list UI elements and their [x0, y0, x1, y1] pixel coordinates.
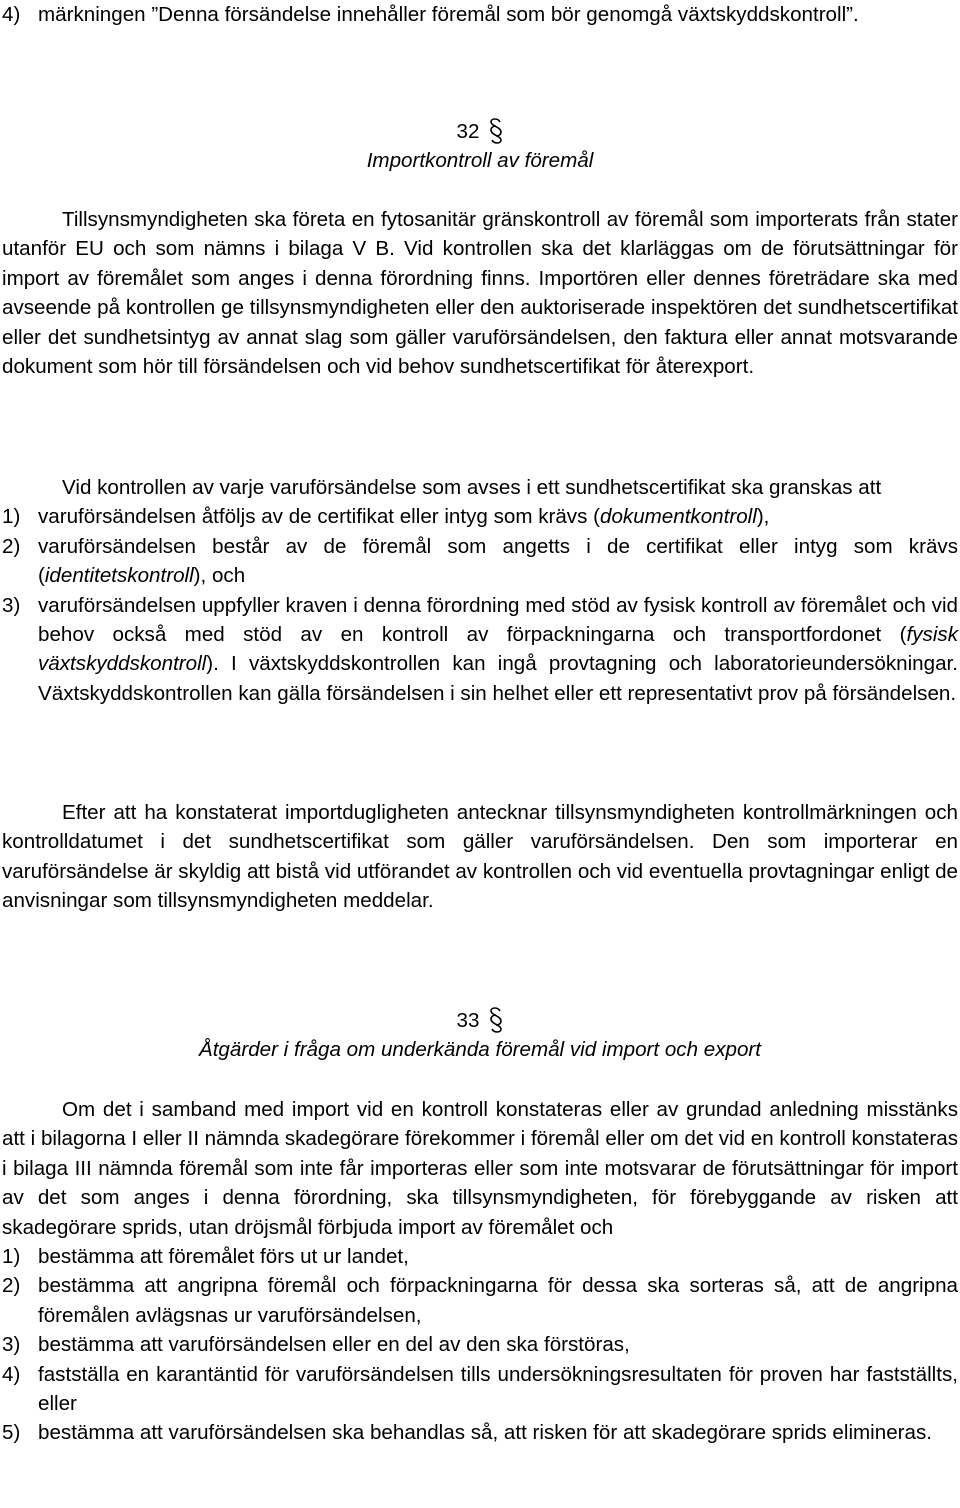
list-item-number: 3) — [2, 593, 21, 617]
section-sign-icon — [489, 118, 503, 144]
emphasis: fysisk växtskyddskontroll — [38, 623, 958, 676]
section-number-text: 32 — [456, 120, 480, 143]
list-item-number: 2) — [2, 534, 21, 558]
list-item-number: 5) — [2, 1421, 21, 1445]
list-item — [2, 1360, 958, 1419]
list-item-text: bestämma att varuförsändelsen eller en del av den ska förstöras, — [38, 1333, 630, 1357]
top-list — [2, 0, 958, 29]
list-item-text: varuförsändelsen uppfyller kraven i denna förordning med stöd av fysisk kontroll av föremålet och vid behov också med stöd av en kontroll av förpackningarna och transportfordonet (fysisk växtskyddskontroll). I växtskyddskontrollen kan ingå provtagning och laboratorieundersökningar. Växtskyddskontrollen kan gälla försändelsen i sin helhet eller ett representativt prov på försändelsen. — [38, 593, 958, 705]
section-32-paragraph-3 — [2, 798, 958, 916]
list-item — [2, 591, 958, 709]
list-item-text: bestämma att varuförsändelsen ska behandlas så, att risken för att skadegörare sprids elimineras. — [38, 1421, 932, 1445]
list-item-text: varuförsändelsen åtföljs av de certifikat eller intyg som krävs (dokumentkontroll), — [38, 505, 770, 529]
paragraph: Efter att ha konstaterat importdugligheten antecknar tillsynsmyndigheten kontrollmärkningen och kontrolldatumet i det sundhetscertifikat som gäller varuförsändelsen. Den som importerar en varuförsändelse är skyldig att bistå vid utförandet av kontrollen och vid eventuella provtagningar enligt de anvisningar som tillsynsmyndigheten meddelar. — [2, 801, 958, 913]
emphasis: identitetskontroll — [44, 564, 194, 588]
list-item-text: bestämma att föremålet förs ut ur landet, — [38, 1245, 409, 1269]
list-item-text: märkningen ”Denna försändelse innehåller föremål som bör genomgå växtskyddskontroll”. — [38, 3, 859, 26]
list-item-text: fastställa en karantäntid för varuförsändelsen tills undersökningsresultaten för proven har fastställts, eller — [38, 1362, 958, 1416]
section-number — [2, 117, 958, 146]
list-item — [2, 532, 958, 591]
list-item-number: 4) — [2, 3, 21, 26]
list-item — [2, 1330, 958, 1359]
section-number — [2, 1006, 958, 1035]
section-title: Åtgärder i fråga om underkända föremål vid import och export — [198, 1038, 762, 1062]
section-title: Importkontroll av föremål — [366, 149, 594, 173]
list-item-number: 3) — [2, 1333, 21, 1357]
list-item — [2, 502, 958, 531]
emphasis: dokumentkontroll — [599, 505, 757, 529]
list-item-text: varuförsändelsen består av de föremål som angetts i de certifikat eller intyg som krävs (identitetskontroll), och — [38, 534, 958, 588]
section-number-text: 33 — [456, 1009, 480, 1032]
section-32-paragraph-2 — [2, 473, 958, 708]
section-33-paragraph-1 — [2, 1095, 958, 1448]
list-item — [2, 1271, 958, 1330]
list-item-number: 2) — [2, 1274, 21, 1298]
section-33-heading — [2, 1006, 958, 1065]
paragraph: Om det i samband med import vid en kontroll konstateras eller av grundad anledning misstänks att i bilagorna I eller II nämnda skadegörare förekommer i föremål eller om det vid en kontroll konstateras i bilaga III nämnda föremål som inte får importeras eller som inte motsvarar de förutsättningar för import av det som anges i denna förordning, ska tillsynsmyndigheten, för förebyggande av risken att skadegörare sprids, utan dröjsmål förbjuda import av föremålet och — [2, 1098, 958, 1239]
paragraph: Vid kontrollen av varje varuförsändelse som avses i ett sundhetscertifikat ska granskas att — [62, 476, 882, 499]
list-item-number: 4) — [2, 1362, 21, 1386]
list-item — [2, 0, 958, 29]
section-32-heading — [2, 117, 958, 176]
section-sign-icon — [489, 1007, 503, 1033]
list-item-text: bestämma att angripna föremål och förpackningarna för dessa ska sorteras så, att de angripna föremålen avlägsnas ur varuförsändelsen, — [38, 1274, 958, 1327]
list-item-number: 1) — [2, 1245, 21, 1269]
paragraph: Tillsynsmyndigheten ska företa en fytosanitär gränskontroll av föremål som importerats från stater utanför EU och som nämns i bilaga V B. Vid kontrollen ska det klarläggas om de förutsättningar för import av föremålet som anges i denna förordning finns. Importören eller dennes företrädare ska med avseende på kontrollen ge tillsynsmyndigheten eller den auktoriserade inspektören det sundhetscertifikat eller det sundhetsintyg av annat slag som gäller varuförsändelsen, den faktura eller annat motsvarande dokument som hör till försändelsen och vid behov sundhetscertifikat för återexport. — [2, 208, 958, 379]
list-item — [2, 1418, 958, 1447]
section-32-paragraph-1 — [2, 205, 958, 381]
list-item — [2, 1242, 958, 1271]
list-item-number: 1) — [2, 505, 21, 529]
